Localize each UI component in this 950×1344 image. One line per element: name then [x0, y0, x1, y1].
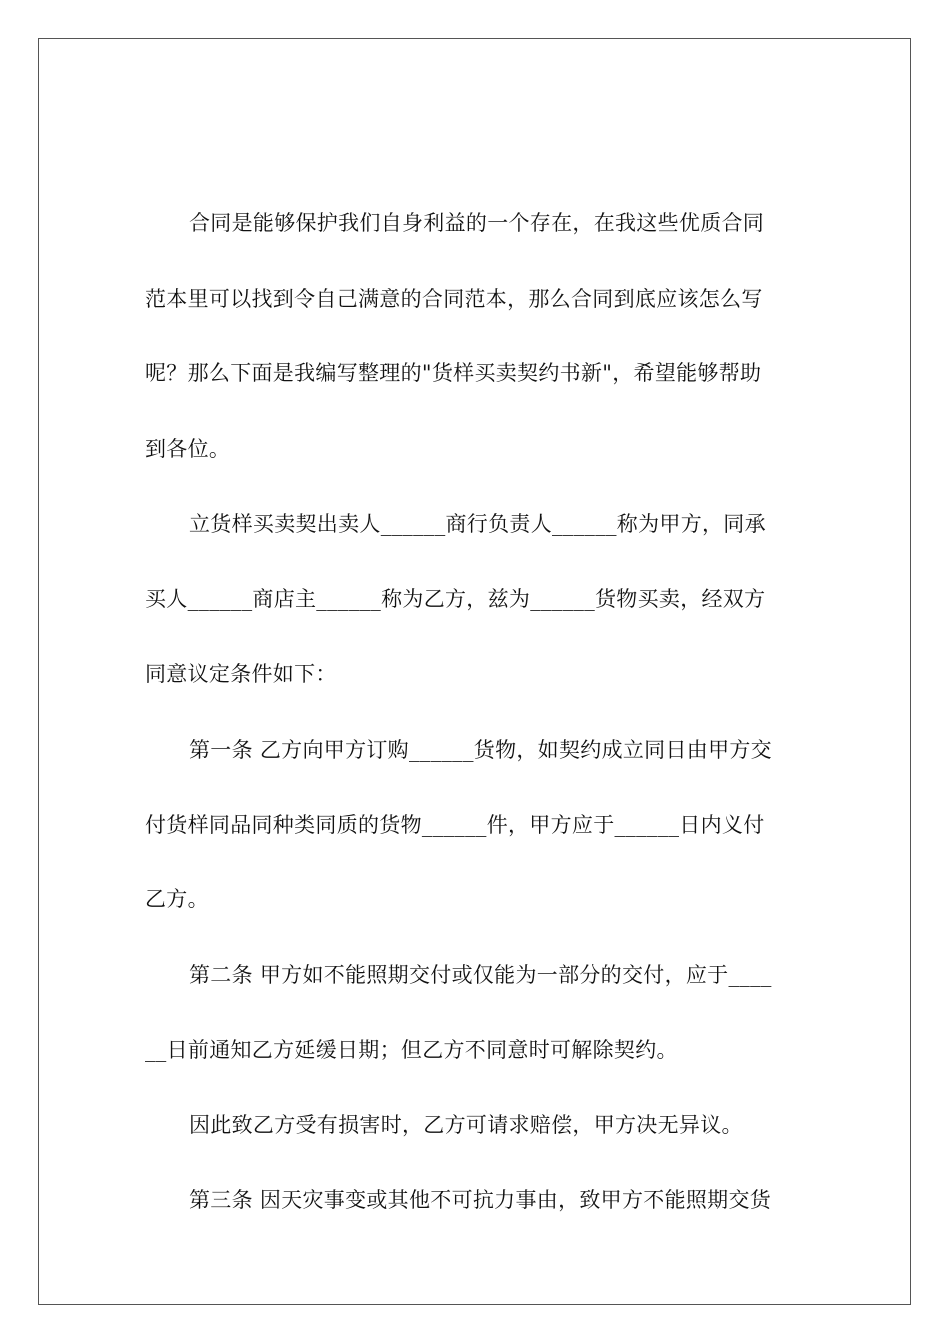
article-2-line-3: 因此致乙方受有损害时，乙方可请求赔偿，甲方决无异议。 [189, 1113, 743, 1137]
intro-line-2: 范本里可以找到令自己满意的合同范本，那么合同到底应该怎么写 [145, 287, 763, 311]
preamble-line-3: 同意议定条件如下： [145, 662, 337, 686]
article-3-line-1: 第三条 因天灾事变或其他不可抗力事由，致甲方不能照期交货 [189, 1188, 772, 1212]
preamble-line-1: 立货样买卖契出卖人______商行负责人______称为甲方，同承 [189, 512, 766, 536]
article-2-line-2: __日前通知乙方延缓日期；但乙方不同意时可解除契约。 [145, 1038, 678, 1062]
article-1-line-1: 第一条 乙方向甲方订购______货物，如契约成立同日由甲方交 [189, 738, 772, 762]
intro-line-3: 呢？那么下面是我编写整理的"货样买卖契约书新"，希望能够帮助 [145, 361, 762, 385]
article-2-line-1: 第二条 甲方如不能照期交付或仅能为一部分的交付，应于____ [189, 963, 772, 987]
article-1-line-2: 付货样同品同种类同质的货物______件，甲方应于______日内义付 [145, 813, 765, 837]
intro-line-1: 合同是能够保护我们自身利益的一个存在，在我这些优质合同 [189, 211, 765, 235]
article-1-line-3: 乙方。 [145, 887, 209, 911]
intro-line-4: 到各位。 [145, 437, 231, 461]
preamble-line-2: 买人______商店主______称为乙方，兹为______货物买卖，经双方 [145, 587, 766, 611]
